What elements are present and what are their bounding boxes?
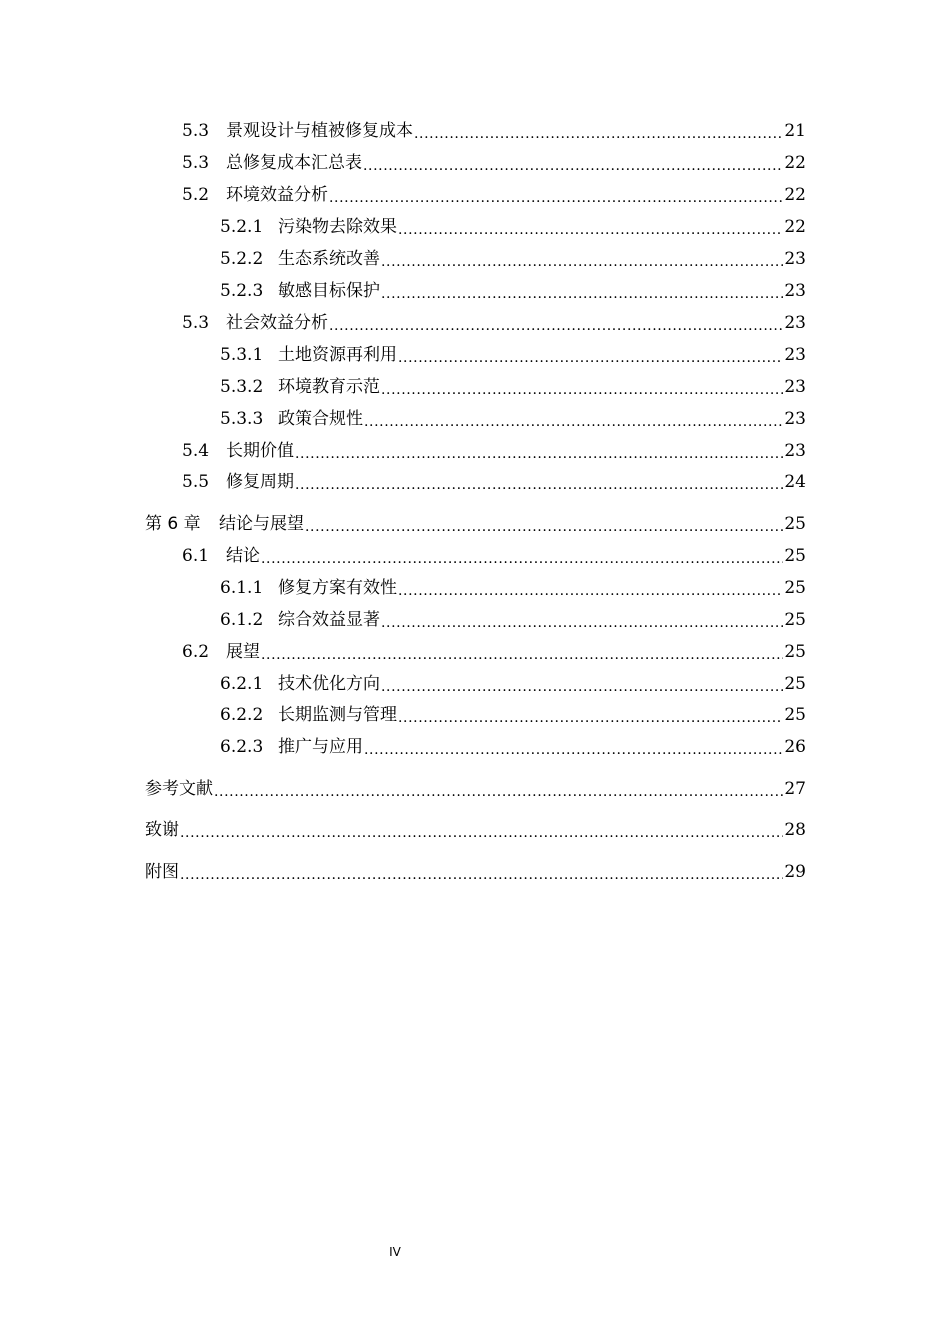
toc-leader-dots <box>363 152 783 174</box>
toc-entry-page: 22 <box>784 153 806 173</box>
toc-entry-number: 5.2.2 <box>220 249 264 269</box>
toc-leader-dots <box>305 513 783 535</box>
toc-entry[interactable] <box>182 120 806 142</box>
toc-entry-title: 结论 <box>226 546 260 566</box>
toc-entry[interactable] <box>145 778 806 800</box>
toc-entry-number: 5.3.2 <box>220 377 264 397</box>
toc-entry-page: 24 <box>784 472 806 492</box>
toc-leader-dots <box>295 471 783 493</box>
toc-entry[interactable] <box>182 184 806 206</box>
toc-entry-page: 25 <box>784 514 806 534</box>
toc-entry-title: 修复周期 <box>226 472 294 492</box>
toc-leader-dots <box>381 280 783 302</box>
toc-leader-dots <box>398 344 783 366</box>
toc-entry-number: 6.1.1 <box>220 578 264 598</box>
toc-entry[interactable] <box>182 312 806 334</box>
toc-entry-page: 23 <box>784 281 806 301</box>
toc-entry-page: 25 <box>784 578 806 598</box>
toc-entry[interactable] <box>145 819 806 841</box>
toc-entry-title: 展望 <box>226 642 260 662</box>
toc-entry-page: 25 <box>784 642 806 662</box>
toc-entry-title: 景观设计与植被修复成本 <box>226 121 413 141</box>
toc-entry-title: 敏感目标保护 <box>278 281 380 301</box>
toc-entry-title: 技术优化方向 <box>278 674 380 694</box>
toc-entry-number: 5.2.1 <box>220 217 264 237</box>
toc-entry-title: 长期价值 <box>226 441 294 461</box>
toc-leader-dots <box>180 819 783 841</box>
toc-entry-number: 第 6 章 <box>145 514 201 534</box>
toc-entry-page: 25 <box>784 546 806 566</box>
toc-entry-title: 长期监测与管理 <box>278 705 397 725</box>
footer-page-number: IV <box>389 1245 401 1259</box>
toc-entry-number: 5.3 <box>182 313 210 333</box>
toc-leader-dots <box>261 545 783 567</box>
toc-entry-title: 致谢 <box>145 820 179 840</box>
toc-entry-number: 6.2.1 <box>220 674 264 694</box>
toc-entry[interactable] <box>182 152 806 174</box>
toc-entry-number: 5.2.3 <box>220 281 264 301</box>
toc-leader-dots <box>381 248 783 270</box>
toc-leader-dots <box>381 673 783 695</box>
toc-entry-number: 6.2 <box>182 642 210 662</box>
toc-leader-dots <box>261 641 783 663</box>
toc-entry[interactable] <box>220 408 806 430</box>
toc-entry-page: 23 <box>784 345 806 365</box>
toc-entry[interactable] <box>145 513 806 535</box>
toc-entry[interactable] <box>220 609 806 631</box>
toc-entry-page: 25 <box>784 674 806 694</box>
toc-entry[interactable] <box>182 440 806 462</box>
toc-entry[interactable] <box>220 280 806 302</box>
toc-entry[interactable] <box>182 471 806 493</box>
toc-entry[interactable] <box>220 736 806 758</box>
toc-entry[interactable] <box>220 248 806 270</box>
toc-entry-number: 5.3.3 <box>220 409 264 429</box>
toc-entry-page: 27 <box>784 779 806 799</box>
toc-entry-title: 附图 <box>145 862 179 882</box>
toc-entry[interactable] <box>220 704 806 726</box>
toc-entry-number: 5.3 <box>182 121 210 141</box>
toc-leader-dots <box>381 609 783 631</box>
toc-entry-title: 综合效益显著 <box>278 610 380 630</box>
toc-entry-number: 5.5 <box>182 472 210 492</box>
toc-entry[interactable] <box>220 376 806 398</box>
toc-leader-dots <box>329 312 783 334</box>
toc-leader-dots <box>398 216 783 238</box>
toc-entry-page: 23 <box>784 313 806 333</box>
toc-entry[interactable] <box>182 641 806 663</box>
toc-entry-title: 生态系统改善 <box>278 249 380 269</box>
toc-entry-page: 26 <box>784 737 806 757</box>
toc-entry-title: 土地资源再利用 <box>278 345 397 365</box>
toc-entry-page: 28 <box>784 820 806 840</box>
toc-entry[interactable] <box>220 344 806 366</box>
toc-entry[interactable] <box>220 577 806 599</box>
toc-entry-number: 6.2.2 <box>220 705 264 725</box>
toc-leader-dots <box>364 736 783 758</box>
toc-leader-dots <box>381 376 783 398</box>
toc-leader-dots <box>329 184 783 206</box>
toc-entry-title: 污染物去除效果 <box>278 217 397 237</box>
toc-entry[interactable] <box>182 545 806 567</box>
toc-entry-number: 6.1 <box>182 546 210 566</box>
toc-entry-number: 5.4 <box>182 441 210 461</box>
toc-entry-title: 参考文献 <box>145 779 213 799</box>
toc-entry-title: 社会效益分析 <box>226 313 328 333</box>
toc-entry-title: 环境效益分析 <box>226 185 328 205</box>
toc-entry-number: 5.2 <box>182 185 210 205</box>
toc-entry-title: 推广与应用 <box>278 737 363 757</box>
toc-entry-title: 环境教育示范 <box>278 377 380 397</box>
toc-entry-number: 6.1.2 <box>220 610 264 630</box>
toc-entry-title: 结论与展望 <box>219 514 304 534</box>
toc-entry-page: 29 <box>784 862 806 882</box>
toc-leader-dots <box>414 120 783 142</box>
toc-leader-dots <box>398 704 783 726</box>
toc-leader-dots <box>180 861 783 883</box>
toc-entry-page: 23 <box>784 377 806 397</box>
toc-entry-page: 23 <box>784 409 806 429</box>
toc-entry-page: 22 <box>784 185 806 205</box>
toc-leader-dots <box>398 577 783 599</box>
toc-entry-page: 23 <box>784 249 806 269</box>
toc-entry[interactable] <box>220 216 806 238</box>
toc-entry[interactable] <box>220 673 806 695</box>
toc-entry-title: 修复方案有效性 <box>278 578 397 598</box>
toc-entry-page: 23 <box>784 441 806 461</box>
toc-entry-number: 5.3.1 <box>220 345 264 365</box>
toc-entry-page: 21 <box>784 121 806 141</box>
toc-entry[interactable] <box>145 861 806 883</box>
toc-entry-title: 政策合规性 <box>278 409 363 429</box>
toc-entry-number: 6.2.3 <box>220 737 264 757</box>
toc-entry-page: 22 <box>784 217 806 237</box>
toc-leader-dots <box>214 778 783 800</box>
toc-leader-dots <box>364 408 783 430</box>
toc-entry-number: 5.3 <box>182 153 210 173</box>
toc-entry-page: 25 <box>784 610 806 630</box>
toc-entry-title: 总修复成本汇总表 <box>226 153 362 173</box>
toc-leader-dots <box>295 440 783 462</box>
toc-entry-page: 25 <box>784 705 806 725</box>
